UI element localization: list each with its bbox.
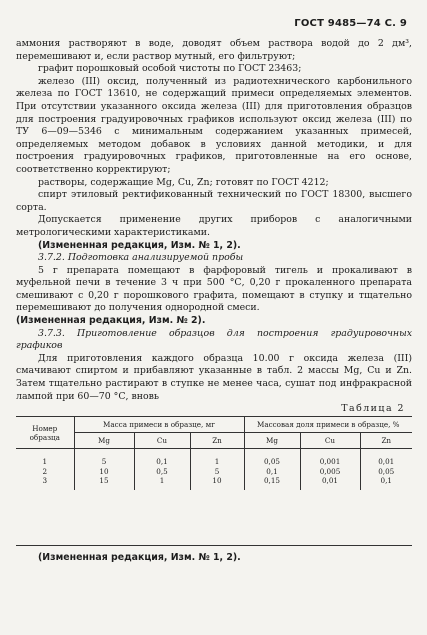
table-cell: 0,01	[378, 457, 395, 466]
impurity-table	[16, 416, 412, 490]
table-cell: 0,01	[300, 476, 360, 490]
amendment-note: (Измененная редакция, Изм. № 1, 2).	[38, 552, 241, 563]
body-text	[16, 38, 412, 403]
table-cell: 0,5	[134, 467, 190, 477]
col-group-mass: Масса примеси в образце, мг	[74, 417, 244, 433]
paragraph: железо (III) оксид, полученный из радиотехнического карбонильного железа по ГОСТ 13610, не содержащий примеси определяемых элементов. При отсутствии указанного оксида железа (III) для приготовления образцов для построения градуировочных графиков используют оксид железа (III) по ТУ 6—09—5346 с минимальным содержанием указанных примесей, определяемых методом добавок в условиях данной методики, и для построения градуировочных графиков, приготовленные на его основе, соответственно корректируют;	[16, 75, 412, 175]
paragraph: 3.7.2. Подготовка анализируемой пробы	[38, 252, 244, 264]
table-cell: 10	[74, 467, 134, 477]
table-cell: 1	[16, 449, 74, 467]
table-cell: 2	[16, 467, 74, 477]
table-cell: 1	[190, 449, 244, 467]
table-cell: 0,1	[380, 476, 392, 485]
paragraph: 3.7.3. Приготовление образцов для построения градуировочных графиков	[16, 327, 412, 352]
col-header: Cu	[134, 433, 190, 449]
table-cell: 0,05	[244, 449, 300, 467]
paragraph: Допускается применение других приборов с аналогичными метрологическими характеристиками.	[16, 214, 412, 238]
table-cell: 0,15	[244, 476, 300, 490]
table-row	[16, 449, 412, 467]
table-cell: 10	[190, 476, 244, 490]
paragraph: (Измененная редакция, Изм. № 1, 2).	[38, 239, 241, 251]
table-bottom-rule	[16, 545, 412, 546]
table-cell: 0,1	[134, 449, 190, 467]
col-sample-number: Номер образца	[16, 417, 74, 449]
table-row	[16, 476, 412, 490]
paragraph: (Измененная редакция, Изм. № 2).	[16, 315, 206, 327]
paragraph: аммония растворяют в воде, доводят объем раствора водой до 2 дм³, перемешивают и, если раствор мутный, его фильтруют;	[16, 38, 412, 62]
table-cell: 0,1	[244, 467, 300, 477]
table-cell: 0,001	[300, 449, 360, 467]
table-cell: 0,05	[378, 466, 395, 476]
page-header: ГОСТ 9485—74 С. 9	[294, 18, 407, 29]
table-cell: 5	[190, 467, 244, 477]
col-header: Mg	[74, 433, 134, 449]
table-cell: 1	[134, 476, 190, 490]
table-cell: 5	[74, 449, 134, 467]
table-title: Таблица 2	[341, 403, 405, 414]
paragraph: спирт этиловый ректификованный технический по ГОСТ 18300, высшего сорта.	[16, 189, 412, 213]
table-row	[16, 467, 412, 477]
col-header: Cu	[300, 433, 360, 449]
paragraph: растворы, содержащие Mg, Cu, Zn; готовят по ГОСТ 4212;	[38, 176, 329, 188]
table-cell: 15	[74, 476, 134, 490]
paragraph: 5 г препарата помещают в фарфоровый тигель и прокаливают в муфельной печи в течение 3 ч при 500 °С, 0,20 г прокаленного препарата смешивают с 0,20 г порошкового графита, помещают в ступку и тщательно перемешивают до получения однородной смеси.	[16, 264, 412, 314]
table-cell: 3	[16, 476, 74, 490]
col-group-fraction: Массовая доля примеси в образце, %	[244, 417, 412, 433]
col-header: Zn	[190, 433, 244, 449]
paragraph: графит порошковый особой чистоты по ГОСТ 23463;	[38, 63, 302, 75]
col-header: Zn	[360, 433, 412, 449]
paragraph: Для приготовления каждого образца 10.00 г оксида железа (III) смачивают спиртом и прибавляют указанные в табл. 2 массы Mg, Cu и Zn. Затем тщательно растирают в ступке не менее часа, сушат под инфракрасной лампой при 60—70 °С, вновь	[16, 352, 412, 402]
col-header: Mg	[244, 433, 300, 449]
table-cell: 0,005	[300, 467, 360, 477]
